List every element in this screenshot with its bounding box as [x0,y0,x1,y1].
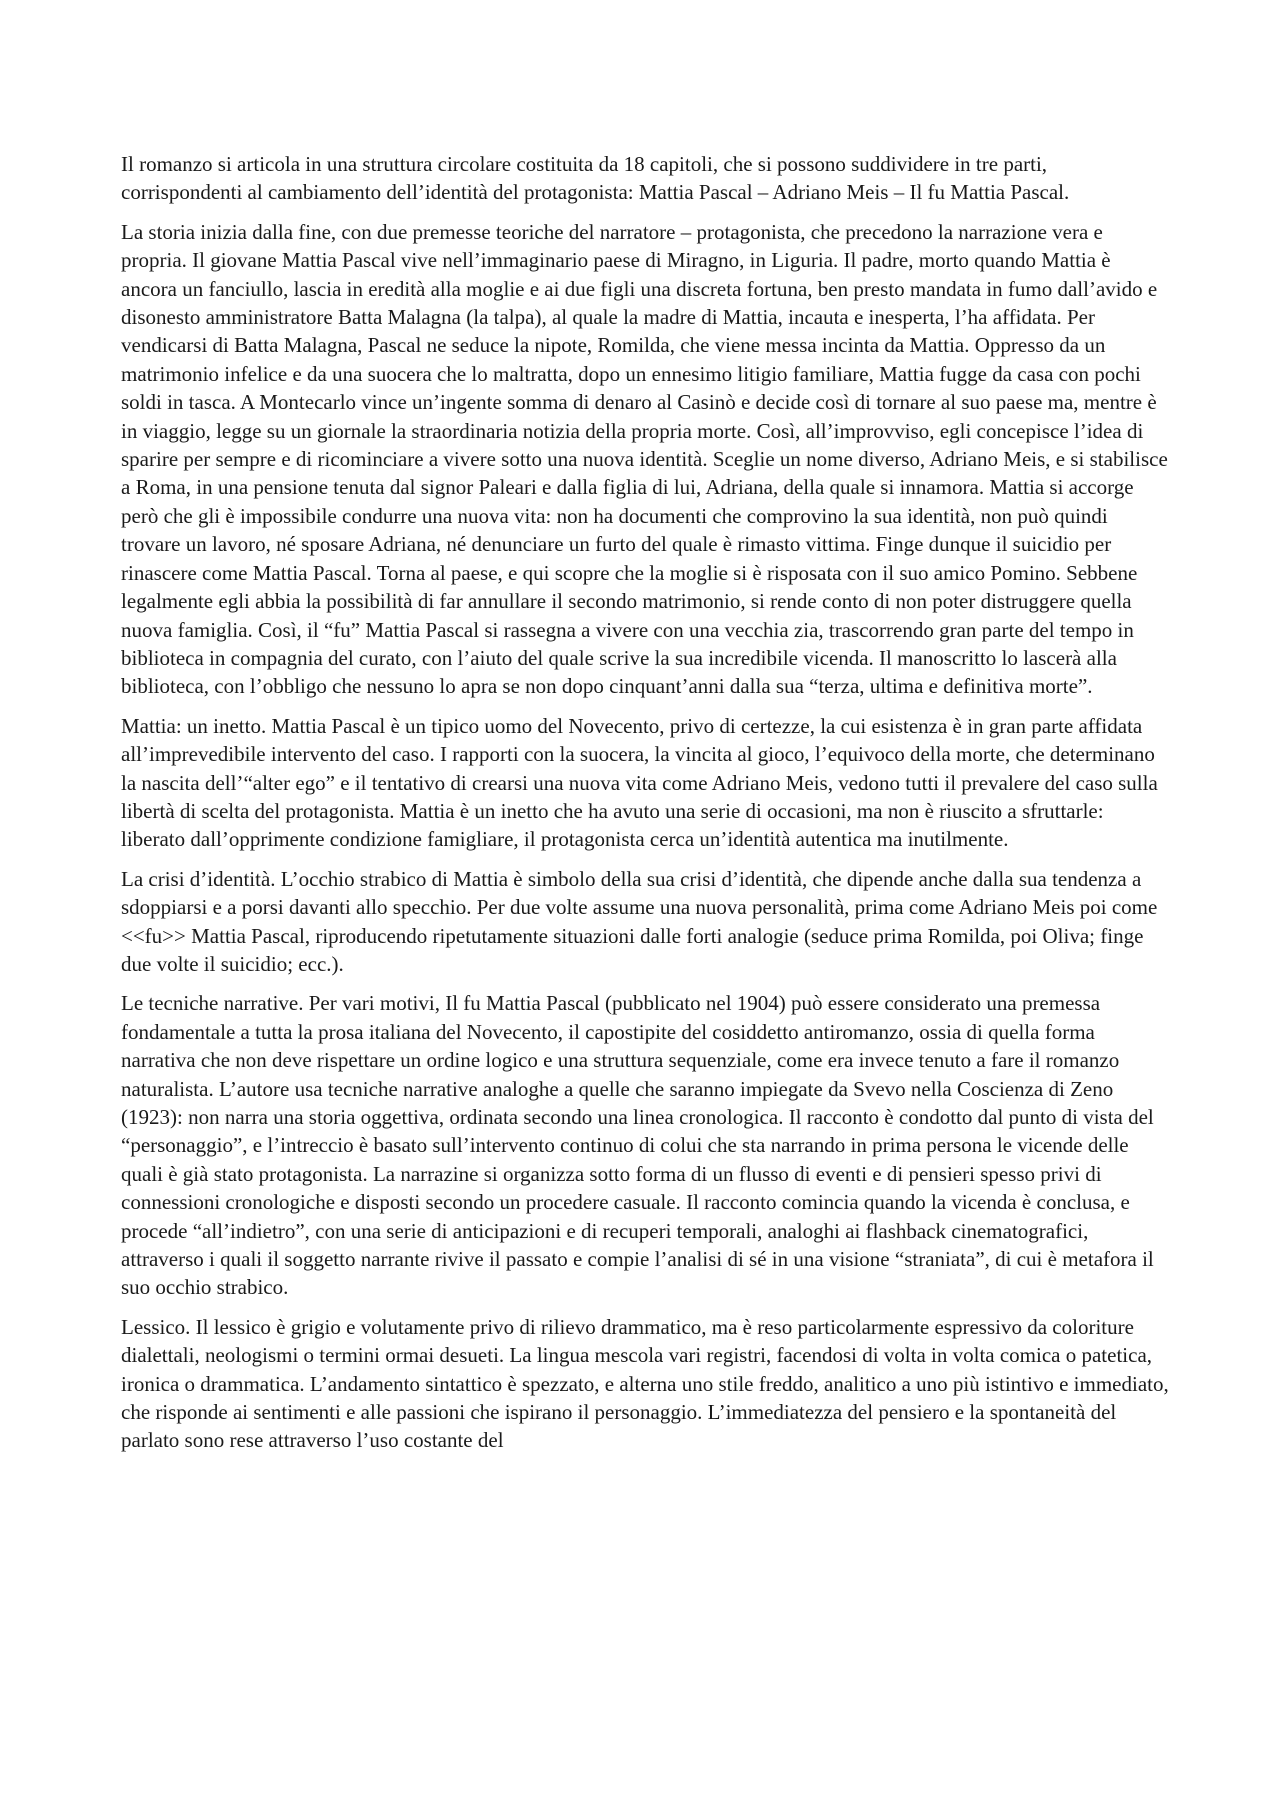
paragraph-plot-summary: La storia inizia dalla fine, con due premesse teoriche del narratore – protagonista, che precedono la narrazione vera e propria. Il giovane Mattia Pascal vive nell’immaginario paese di Miragno, in Liguria. Il padre, morto quando Mattia è ancora un fanciullo, lascia in eredità alla moglie e ai due figli una discreta fortuna, ben presto mandata in fumo dall’avido e disonesto amministratore Batta Malagna (la talpa), al quale la madre di Mattia, incauta e inesperta, l’ha affidata. Per vendicarsi di Batta Malagna, Pascal ne seduce la nipote, Romilda, che viene messa incinta da Mattia. Oppresso da un matrimonio infelice e da una suocera che lo maltratta, dopo un ennesimo litigio familiare, Mattia fugge da casa con pochi soldi in tasca. A Montecarlo vince un’ingente somma di denaro al Casinò e decide così di tornare al suo paese ma, mentre è in viaggio, legge su un giornale la straordinaria notizia della propria morte. Così, all’improvviso, egli concepisce l’idea di sparire per sempre e di ricominciare a vivere sotto una nuova identità. Sceglie un nome diverso, Adriano Meis, e si stabilisce a Roma, in una pensione tenuta dal signor Paleari e dalla figlia di lui, Adriana, della quale si innamora. Mattia si accorge però che gli è impossibile condurre una nuova vita: non ha documenti che comprovino la sua identità, non può quindi trovare un lavoro, né sposare Adriana, né denunciare un furto del quale è rimasto vittima. Finge dunque il suicidio per rinascere come Mattia Pascal. Torna al paese, e qui scopre che la moglie si è risposata con il suo amico Pomino. Sebbene legalmente egli abbia la possibilità di far annullare il secondo matrimonio, si rende conto di non poter distruggere quella nuova famiglia. Così, il “fu” Mattia Pascal si rassegna a vivere con una vecchia zia, trascorrendo gran parte del tempo in biblioteca in compagnia del curato, con l’aiuto del quale scrive la sua incredibile vicenda. Il manoscritto lo lascerà alla biblioteca, con l’obbligo che nessuno lo apra se non dopo cinquant’anni dalla sua “terza, ultima e definitiva morte”. [121,219,1168,699]
paragraph-narrative-techniques: Le tecniche narrative. Per vari motivi, Il fu Mattia Pascal (pubblicato nel 1904) può essere considerato una premessa fondamentale a tutta la prosa italiana del Novecento, il capostipite del cosiddetto antiromanzo, ossia di quella forma narrativa che non deve rispettare un ordine logico e una struttura sequenziale, come era invece tenuto a fare il romanzo naturalista. L’autore usa tecniche narrative analoghe a quelle che saranno impiegate da Svevo nella Coscienza di Zeno (1923): non narra una storia oggettiva, ordinata secondo una linea cronologica. Il racconto è condotto dal punto di vista del “personaggio”, e l’intreccio è basato sull’intervento continuo di colui che sta narrando in prima persona le vicende delle quali è già stato protagonista. La narrazine si organizza sotto forma di un flusso di eventi e di pensieri spesso privi di connessioni cronologiche e disposti secondo un procedere casuale. Il racconto comincia quando la vicenda è conclusa, e procede “all’indietro”, con una serie di anticipazioni e di recuperi temporali, analoghi ai flashback cinematografici, attraverso i quali il soggetto narrante rivive il passato e compie l’analisi di sé in una visione “straniata”, di cui è metafora il suo occhio strabico. [121,991,1154,1300]
document-body [121,150,1169,1466]
paragraph-identity-crisis: La crisi d’identità. L’occhio strabico di Mattia è simbolo della sua crisi d’identità, che dipende anche dalla sua tendenza a sdoppiarsi e a porsi davanti allo specchio. Per due volte assume una nuova personalità, prima come Adriano Meis poi come <<fu>> Mattia Pascal, riproducendo ripetutamente situazioni dalle forti analogie (seduce prima Romilda, poi Oliva; finge due volte il suicidio; ecc.). [121,866,1158,976]
paragraph-inetto: Mattia: un inetto. Mattia Pascal è un tipico uomo del Novecento, privo di certezze, la cui esistenza è in gran parte affidata all’imprevedibile intervento del caso. I rapporti con la suocera, la vincita al gioco, l’equivoco della morte, che determinano la nascita dell’“alter ego” e il tentativo di crearsi una nuova vita come Adriano Meis, vedono tutti il prevalere del caso sulla libertà di scelta del protagonista. Mattia è un inetto che ha avuto una serie di occasioni, ma non è riuscito a sfruttarle: liberato dall’opprimente condizione famigliare, il protagonista cerca un’identità autentica ma inutilmente. [121,713,1158,852]
paragraph-structure: Il romanzo si articola in una struttura circolare costituita da 18 capitoli, che si possono suddividere in tre parti, corrispondenti al cambiamento dell’identità del protagonista: Mattia Pascal – Adriano Meis – Il fu Mattia Pascal. [121,152,1070,205]
paragraph-lexicon: Lessico. Il lessico è grigio e volutamente privo di rilievo drammatico, ma è reso particolarmente espressivo da coloriture dialettali, neologismi o termini ormai desueti. La lingua mescola vari registri, facendosi di volta in volta comica o patetica, ironica o drammatica. L’andamento sintattico è spezzato, e alterna uno stile freddo, analitico a uno più istintivo e immediato, che risponde ai sentimenti e alle passioni che ispirano il personaggio. L’immediatezza del pensiero e la spontaneità del parlato sono rese attraverso l’uso costante del [121,1314,1169,1453]
